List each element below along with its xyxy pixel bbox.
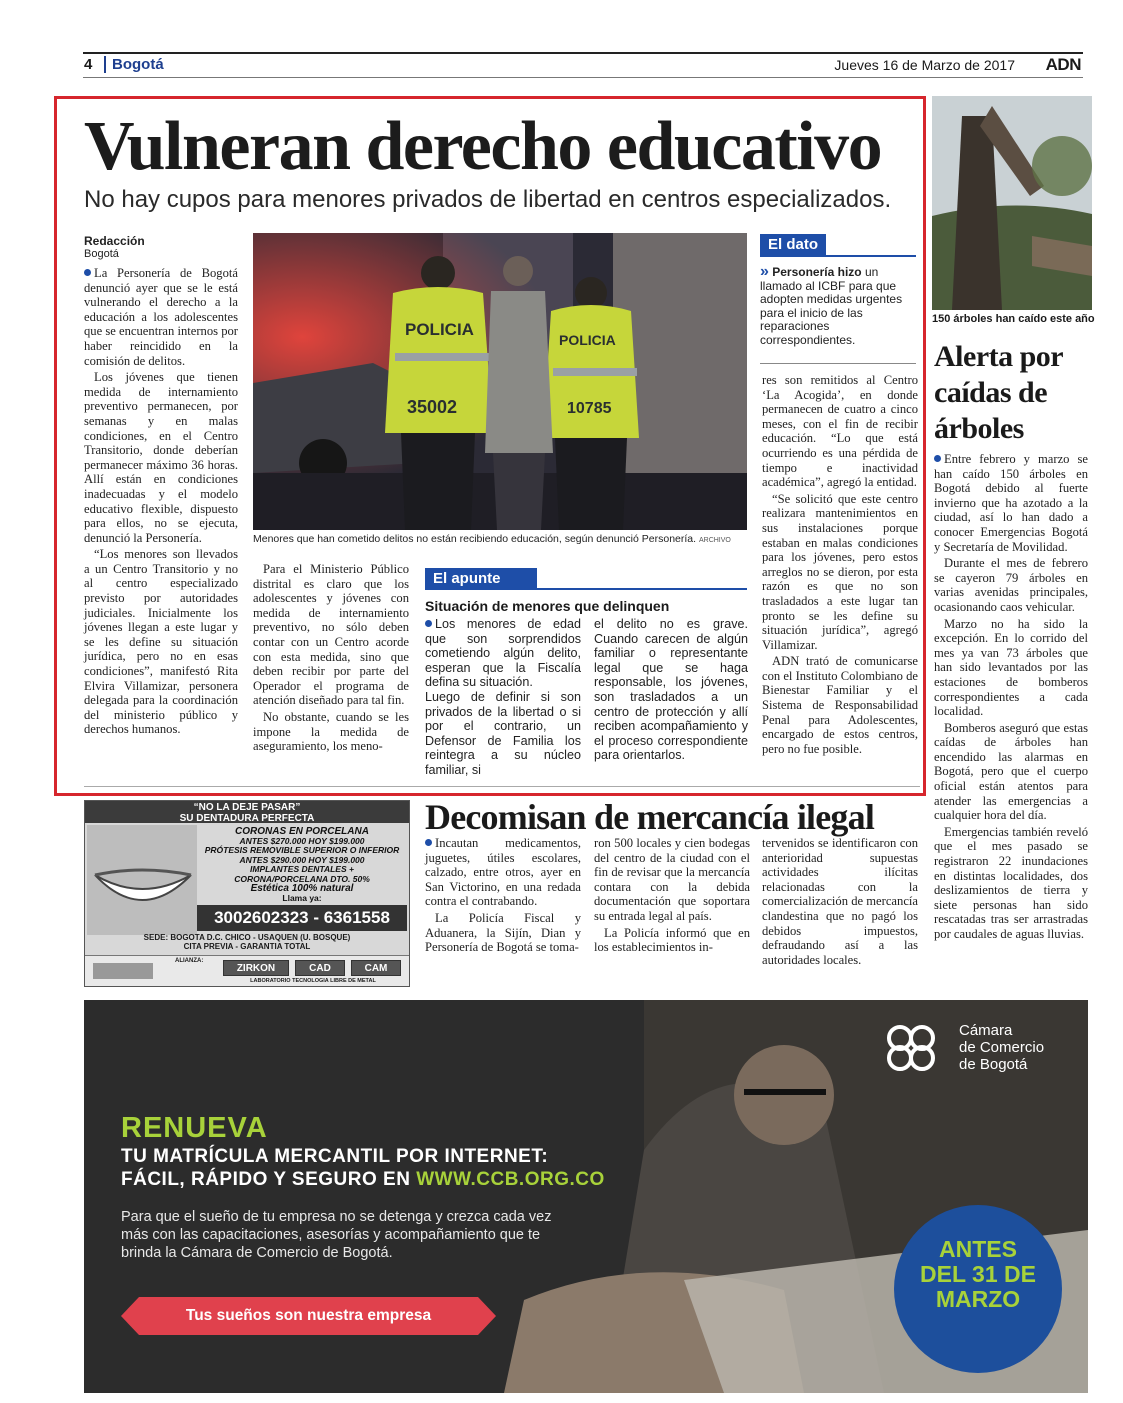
ccb-renueva: RENUEVA	[121, 1112, 268, 1144]
el-dato-text: » Personería hizo un llamado al ICBF para que adopten medidas urgentes para el inicio de las reparaciones correspondientes.	[760, 263, 903, 347]
paragraph: “Los menores son llevados a un Centro Transitorio y no al centro especializado previsto por autoridades judiciales. Inicialmente los jóvenes llegan a este lugar y se les define su situación jurídica, pero no en esas condiciones”, manifestó Rita Elvira Villamizar, personera delegada para la coordinación del ministerio público y derechos humanos.	[84, 547, 238, 737]
side-headline: Alerta por caídas de árboles	[934, 340, 1063, 445]
paragraph: La Personería de Bogotá denunció ayer que se le está vulnerando el derecho a la educación a los adolescentes que se encuentran internos por haber reincidido en la comisión de delitos.	[84, 266, 238, 368]
double-chevron-icon: »	[760, 263, 769, 280]
paragraph: ADN trató de comunicarse con el Instituto Colombiano de Bienestar Familiar y el Sistema de Responsabilidad Penal para Adolescentes, encargado de estos centros, pero no fue posible.	[762, 654, 919, 756]
vest-number: 10785	[567, 400, 612, 417]
paragraph: La Policía informó que en los establecimientos in-	[594, 925, 750, 955]
trees-photo	[932, 96, 1092, 310]
ccb-body: Para que el sueño de tu empresa no se detenga y crezca cada vez más con las capacitaciones, asesorías y acompañamiento que te brinda la Cámara de Comercio de Bogotá.	[121, 1209, 552, 1261]
paragraph: ron 500 locales y cien bodegas del centro de la ciudad con el fin de revisar que la mercancía contara con la debida documentación que soportara su entrada legal al país.	[594, 836, 750, 923]
paragraph: Incautan medicamentos, juguetes, útiles escolares, calzado, entre otros, ayer en San Victorino, en una redada contra el contrabando.	[425, 836, 581, 909]
police-photo-illustration	[253, 233, 747, 530]
paragraph: Entre febrero y marzo se han caído 150 árboles en Bogotá debido al fuerte invierno que ha azotado a la ciudad, así lo han dado a conocer Emergencias Bogotá y Secretaría de Movilidad.	[934, 452, 1088, 554]
ccb-ad[interactable]	[84, 1000, 1088, 1393]
dental-ad-phone[interactable]: 3002602323 - 6361558	[197, 905, 407, 931]
header-bottom-rule	[83, 77, 1083, 78]
publication-logo: ADN	[1045, 55, 1081, 74]
decomisan-col-2	[594, 836, 750, 957]
decomisan-col-3	[762, 836, 918, 969]
dental-ad-footer: ALIANZA: ZIRKON CAD CAM LABORATORIO TECNOLOGIA LIBRE DE METAL	[85, 955, 409, 987]
ccb-deadline-badge: ANTES DEL 31 DE MARZO	[894, 1205, 1062, 1373]
paragraph: No obstante, cuando se les impone la medida de aseguramiento, los meno-	[253, 709, 409, 754]
el-dato-tab: El dato	[760, 234, 826, 255]
trees-photo-caption: 150 árboles han caído este año	[932, 313, 1095, 325]
bullet-icon	[84, 269, 91, 276]
dato-divider	[760, 363, 916, 364]
paragraph: tervenidos se identificaron con anterioridad supuestas actividades ilícitas relacionadas con la comercialización de mercancía clandestina que no pagó los debidos impuestos, defraudando así a las autoridades locales.	[762, 836, 918, 967]
photo-credit: ARCHIVO	[698, 537, 731, 544]
ccb-cta-label: Tus sueños son nuestra empresa	[185, 1307, 432, 1324]
bullet-icon	[934, 455, 941, 462]
paragraph: Durante el mes de febrero se cayeron 79 árboles en varias avenidas principales, ocasionando caos vehicular.	[934, 556, 1088, 614]
byline: Redacción	[84, 234, 145, 248]
paragraph: La Policía Fiscal y Aduanera, la Sijín, Dian y Personería de Bogotá se toma-	[425, 910, 581, 955]
ccb-line-2: FÁCIL, RÁPIDO Y SEGURO EN WWW.CCB.ORG.CO	[121, 1169, 605, 1190]
el-apunte-tab: El apunte	[425, 568, 537, 589]
vest-label: POLICIA	[405, 320, 474, 339]
paragraph: res son remitidos al Centro ‘La Acogida’, en donde permanecen de cuatro a cinco meses, con el fin de recibir educación. “Lo que está ocurriendo es una pérdida de tiempo e inactividad académica”, agregó la entidad.	[762, 373, 918, 490]
article-photo	[253, 233, 747, 530]
dental-ad-top: “NO LA DEJE PASAR” SU DENTADURA PERFECTA	[85, 801, 409, 823]
page-number: 4	[84, 56, 93, 73]
byline-city: Bogotá	[84, 248, 119, 260]
article-col-2	[253, 562, 409, 756]
paragraph: “Se solicitó que este centro realizara mantenimientos en sus instalaciones porque estaban en malas condiciones para los jóvenes, pero estos arreglos no se dieron, por esta razón es que no son trasladados a este lugar tan pronto se les define su situación jurídica”, agregó Villamizar.	[762, 491, 918, 652]
paragraph: Bomberos aseguró que estas caídas de árboles han encendido las alarmas en Bogotá, pero que el cuerpo oficial están atentos para atender las emergencias a cualquier hora del día.	[934, 720, 1088, 823]
bullet-icon	[425, 620, 432, 627]
fallen-tree-illustration	[932, 96, 1092, 310]
decomisan-col-1	[425, 836, 581, 957]
dental-ad[interactable]	[84, 800, 410, 987]
article-col-4	[762, 373, 918, 758]
ccb-url[interactable]: WWW.CCB.ORG.CO	[416, 1169, 605, 1190]
brand-cad: CAD	[295, 960, 345, 976]
brand-zirkon: ZIRKON	[223, 960, 289, 976]
paragraph: Para el Ministerio Público distrital es claro que los adolescentes y jóvenes con medida de internamiento preventivo, no sólo deben contar con un Centro acorde con esta medida, sino que deben recibir por parte del Operador el programa de atención diseñado para tal fin.	[253, 562, 409, 708]
header-top-rule	[83, 52, 1083, 54]
dental-ad-offers: CORONAS EN PORCELANA ANTES $270.000 HOY $199.000 PRÓTESIS REMOVIBLE SUPERIOR O INFERIOR ANTES $290.000 HOY $199.000 IMPLANTES DENTALES + CORONA/PORCELANA DTO. 50% Estética 100% natural Llama ya:	[204, 826, 400, 903]
paragraph: Marzo no ha sido la excepción. En lo corrido del mes ya van 73 árboles que han sido levantados por las estaciones de bomberos correspondientes a cada localidad.	[934, 616, 1088, 719]
article-headline: Vulneran derecho educativo	[84, 108, 882, 185]
vest-label: POLICIA	[559, 332, 616, 348]
el-apunte-col-1: Los menores de edad que son sorprendidos cometiendo algún delito, esperan que la Fiscalía defina su situación. Luego de definir si son privados de la libertad o si por el contrario, un Defensor de Familia los reintegra a su núcleo familiar, si	[425, 617, 581, 777]
article-bottom-rule	[84, 786, 920, 787]
article-col-1	[84, 234, 238, 739]
vest-number: 35002	[407, 397, 458, 417]
ccb-brand: Cámara de Comercio de Bogotá	[959, 1022, 1045, 1073]
decomisan-headline: Decomisan de mercancía ilegal	[425, 797, 875, 837]
bullet-icon	[425, 839, 432, 846]
smile-icon	[87, 825, 197, 935]
brand-cam: CAM	[351, 960, 401, 976]
dental-ad-address: SEDE: BOGOTA D.C. CHICO - USAQUEN (U. BOSQUE) CITA PREVIA - GARANTIA TOTAL	[143, 933, 351, 951]
issue-date: Jueves 16 de Marzo de 2017	[834, 57, 1015, 73]
el-apunte-title: Situación de menores que delinquen	[425, 598, 670, 614]
paragraph: Los jóvenes que tienen medida de internamiento preventivo permanecen, por semanas y en malas condiciones, en el Centro Transitorio, donde deberían permanecer máximo 36 horas. Allí están en condiciones inadecuadas y el modelo educativo flexible, dispuesto para ellos, no se ejecuta, denunció la Personería.	[84, 370, 238, 545]
ccb-line-1: TU MATRÍCULA MERCANTIL POR INTERNET:	[121, 1146, 549, 1167]
card-logos-icon	[93, 963, 153, 979]
el-dato-box	[760, 234, 916, 347]
ccb-cta[interactable]	[121, 1297, 496, 1335]
photo-caption: Menores que han cometido delitos no están recibiendo educación, según denunció Personería. ARCHIVO	[253, 533, 731, 545]
side-article-body	[934, 452, 1088, 944]
section-name: Bogotá	[104, 56, 164, 73]
paragraph: Emergencias también reveló que el mes pasado se registraron 22 inundaciones en distintas localidades, dos deslizamientos de tierra y siete personas han sido rescatadas tras ser arrastradas por caudales de aguas lluvias.	[934, 824, 1088, 941]
el-apunte-col-2: el delito no es grave. Cuando carecen de algún familiar o representante legal que se haga responsable, los jóvenes, son trasladados a un centro de protección y allí reciben acompañamiento y el proceso correspondiente para orientarlos.	[594, 617, 748, 763]
ccb-logo-icon	[884, 1024, 952, 1072]
article-subhead: No hay cupos para menores privados de libertad en centros especializados.	[84, 186, 892, 213]
